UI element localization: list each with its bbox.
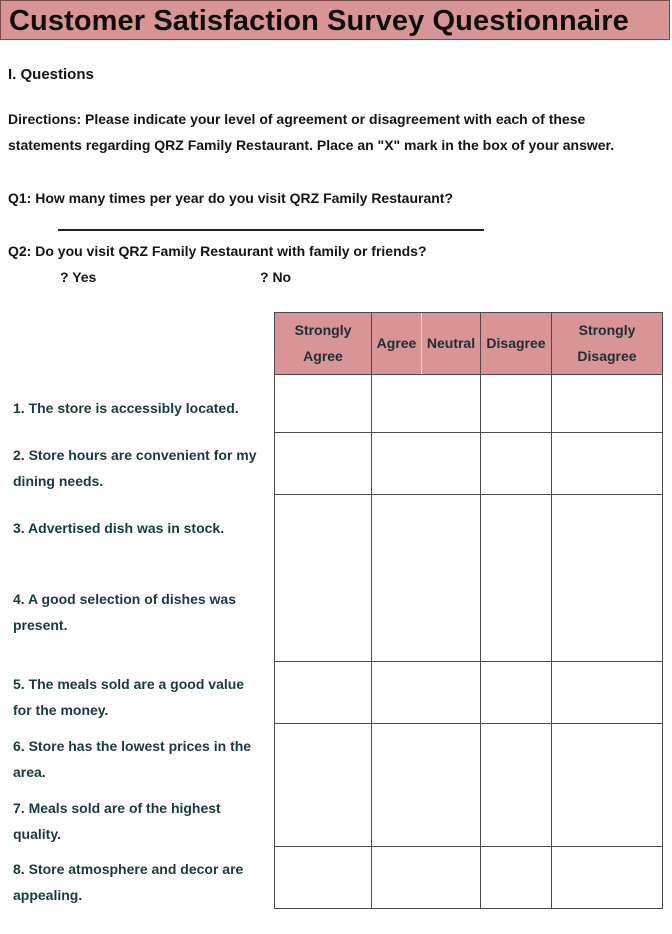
question-2: Q2: Do you visit QRZ Family Restaurant with family or friends? <box>8 243 427 259</box>
grid-line <box>274 908 663 909</box>
section-heading: I. Questions <box>8 66 94 83</box>
directions-line-2: statements regarding QRZ Family Restaurant. Place an "X" mark in the box of your answer. <box>8 137 615 153</box>
statement-8: 8. Store atmosphere and decor are appealing. <box>13 861 244 903</box>
q2-option-yes[interactable]: ? Yes <box>60 269 97 285</box>
directions-line-1: Directions: Please indicate your level of agreement or disagreement with each of these <box>8 111 586 127</box>
q1-answer-line[interactable] <box>58 229 484 231</box>
header-strongly-disagree <box>552 312 662 374</box>
q2-option-no[interactable]: ? No <box>260 269 292 285</box>
statement-4: 4. A good selection of dishes was present. <box>13 591 237 633</box>
title-banner <box>0 0 670 40</box>
grid-line <box>421 318 422 370</box>
header-agree-label: Agree <box>376 335 417 351</box>
header-neutral <box>422 312 480 374</box>
header-agree <box>372 312 421 374</box>
statement-3: 3. Advertised dish was in stock. <box>13 520 225 536</box>
header-strongly-disagree-label: Strongly Disagree <box>577 322 637 364</box>
question-1: Q1: How many times per year do you visit QRZ Family Restaurant? <box>8 190 454 206</box>
grid-line <box>662 312 663 909</box>
grid-line <box>274 312 663 313</box>
statement-1: 1. The store is accessibly located. <box>13 400 239 416</box>
header-neutral-label: Neutral <box>426 335 476 351</box>
statement-2: 2. Store hours are convenient for my dining needs. <box>13 447 257 489</box>
statement-7: 7. Meals sold are of the highest quality. <box>13 800 221 842</box>
header-disagree-label: Disagree <box>486 335 546 351</box>
header-strongly-agree <box>275 312 371 374</box>
page-title: Customer Satisfaction Survey Questionnaire <box>9 5 629 37</box>
header-strongly-agree-label: Strongly Agree <box>294 322 352 364</box>
statement-5: 5. The meals sold are a good value for the money. <box>13 676 245 718</box>
header-disagree <box>481 312 551 374</box>
answer-grid[interactable] <box>275 375 662 908</box>
statement-6: 6. Store has the lowest prices in the area. <box>13 738 252 780</box>
